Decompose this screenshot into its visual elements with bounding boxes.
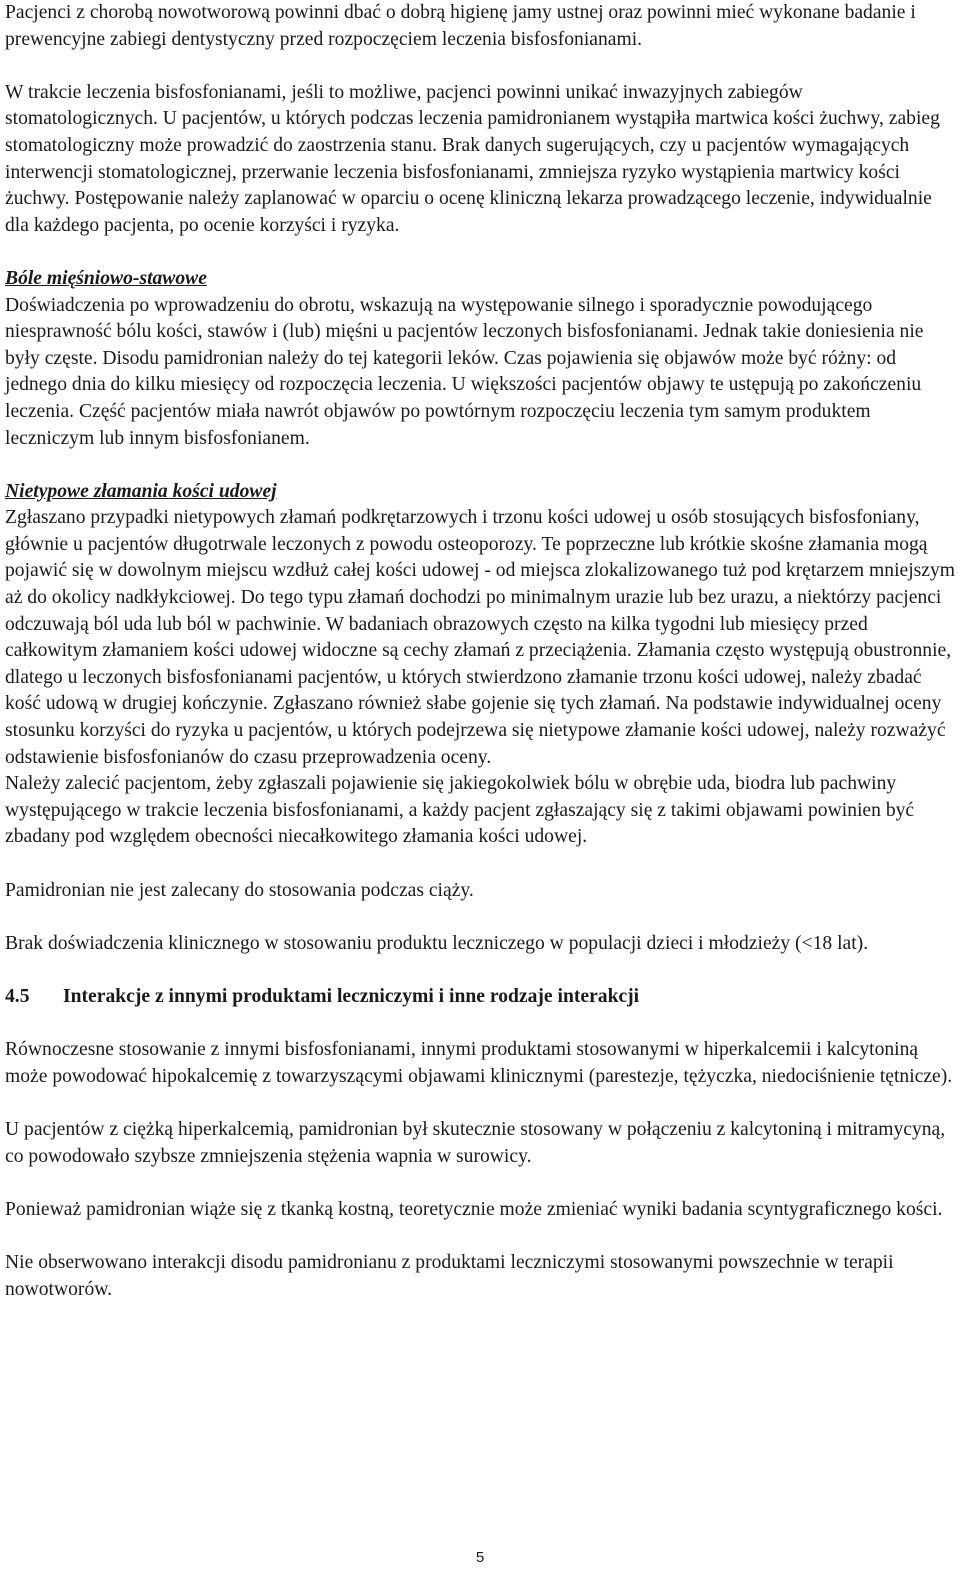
section-title: Interakcje z innymi produktami leczniczymi i inne rodzaje interakcji — [63, 985, 640, 1007]
paragraph-no-interactions: Nie obserwowano interakcji disodu pamidronianu z produktami leczniczymi stosowanymi powszechnie w terapii nowotworów. — [5, 1251, 894, 1300]
paragraph-bone-scintigraphy: Ponieważ pamidronian wiąże się z tkanką kostną, teoretycznie może zmieniać wyniki badania scyntygraficznego kości. — [5, 1198, 943, 1220]
page-number: 5 — [475, 1549, 485, 1566]
subheading-atypical-femur-fractures: Nietypowe złamania kości udowej — [5, 480, 277, 502]
document-page — [5, 0, 955, 1303]
paragraph-pediatric: Brak doświadczenia klinicznego w stosowaniu produktu leczniczego w populacji dzieci i młodzieży (<18 lat). — [5, 932, 869, 954]
section-heading-interactions — [5, 984, 955, 1011]
paragraph-patient-advice: Należy zalecić pacjentom, żeby zgłaszali pojawienie się jakiegokolwiek bólu w obrębie uda, biodra lub pachwiny występującego w trakcie leczenia bisfosfonianami, a każdy pacjent zgłaszający się z takimi objawami powinien być zbadany pod względem obecności niecałkowitego złamania kości udowej. — [5, 773, 915, 848]
paragraph-concurrent-use: Równoczesne stosowanie z innymi bisfosfonianami, innymi produktami stosowanymi w hiperkalcemii i kalcytoniną może powodować hipokalcemię z towarzyszącymi objawami klinicznymi (parestezje, tężyczka, niedociśnienie tętnicze). — [5, 1039, 953, 1087]
subheading-musculoskeletal-pain: Bóle mięśniowo-stawowe — [5, 267, 207, 289]
paragraph-femur-fractures: Zgłaszano przypadki nietypowych złamań podkrętarzowych i trzonu kości udowej u osób stosujących bisfosfoniany, głównie u pacjentów długotrwale leczonych z powodu osteoporozy. Te poprzeczne lub krótkie skośne złamania mogą pojawić się w dowolnym miejscu wzdłuż całej kości udowej - od miejsca zlokalizowanego tuż pod krętarzem mniejszym aż do okolicy nadkłykciowej. Do tego typu złamań dochodzi po minimalnym urazie lub bez urazu, a niektórzy pacjenci odczuwają ból uda lub ból w pachwinie. W badaniach obrazowych często na kilka tygodni lub miesięcy przed całkowitym złamaniem kości udowej widoczne są cechy złamań z przeciążenia. Złamania często występują obustronnie, dlatego u leczonych bisfosfonianami pacjentów, u których stwierdzono złamanie trzonu kości udowej, należy zbadać kość udową w drugiej kończynie. Zgłaszano również słabe gojenie się tych złamań. Na podstawie indywidualnej oceny stosunku korzyści do ryzyka u pacjentów, u których podejrzewa się nietypowe złamanie kości udowej, należy rozważyć odstawienie bisfosfonianów do czasu przeprowadzenia oceny. — [5, 507, 956, 768]
section-number: 4.5 — [5, 985, 30, 1007]
paragraph-dental-procedures: W trakcie leczenia bisfosfonianami, jeśli to możliwe, pacjenci powinni unikać inwazyjnych zabiegów stomatologicznych. U pacjentów, u których podczas leczenia pamidronianem wystąpiła martwica kości żuchwy, zabieg stomatologiczny może prowadzić do zaostrzenia stanu. Brak danych sugerujących, czy u pacjentów wymagających interwencji stomatologicznej, przerwanie leczenia bisfosfonianami, zmniejsza ryzyko wystąpienia martwicy kości żuchwy. Postępowanie należy zaplanować w oparciu o ocenę kliniczną lekarza prowadzącego leczenie, indywidualnie dla każdego pacjenta, po ocenie korzyści i ryzyka. — [5, 81, 940, 236]
paragraph-pregnancy: Pamidronian nie jest zalecany do stosowania podczas ciąży. — [5, 879, 474, 901]
paragraph-oral-hygiene: Pacjenci z chorobą nowotworową powinni dbać o dobrą higienę jamy ustnej oraz powinni mieć wykonane badanie i prewencyjne zabiegi dentystyczny przed rozpoczęciem leczenia bisfosfonianami. — [5, 2, 916, 50]
paragraph-severe-hypercalcemia: U pacjentów z ciężką hiperkalcemią, pamidronian był skutecznie stosowany w połączeniu z kalcytoniną i mitramycyną, co powodowało szybsze zmniejszenia stężenia wapnia w surowicy. — [5, 1118, 946, 1167]
paragraph-musculoskeletal-pain: Doświadczenia po wprowadzeniu do obrotu, wskazują na występowanie silnego i sporadycznie powodującego niesprawność bólu kości, stawów i (lub) mięśni u pacjentów leczonych bisfosfonianami. Jednak takie doniesienia nie były częste. Disodu pamidronian należy do tej kategorii leków. Czas pojawienia się objawów może być różny: od jednego dnia do kilku miesięcy od rozpoczęcia leczenia. U większości pacjentów objawy te ustępują po zakończeniu leczenia. Część pacjentów miała nawrót objawów po powtórnym rozpoczęciu leczenia tym samym produktem leczniczym lub innym bisfosfonianem. — [5, 294, 924, 449]
